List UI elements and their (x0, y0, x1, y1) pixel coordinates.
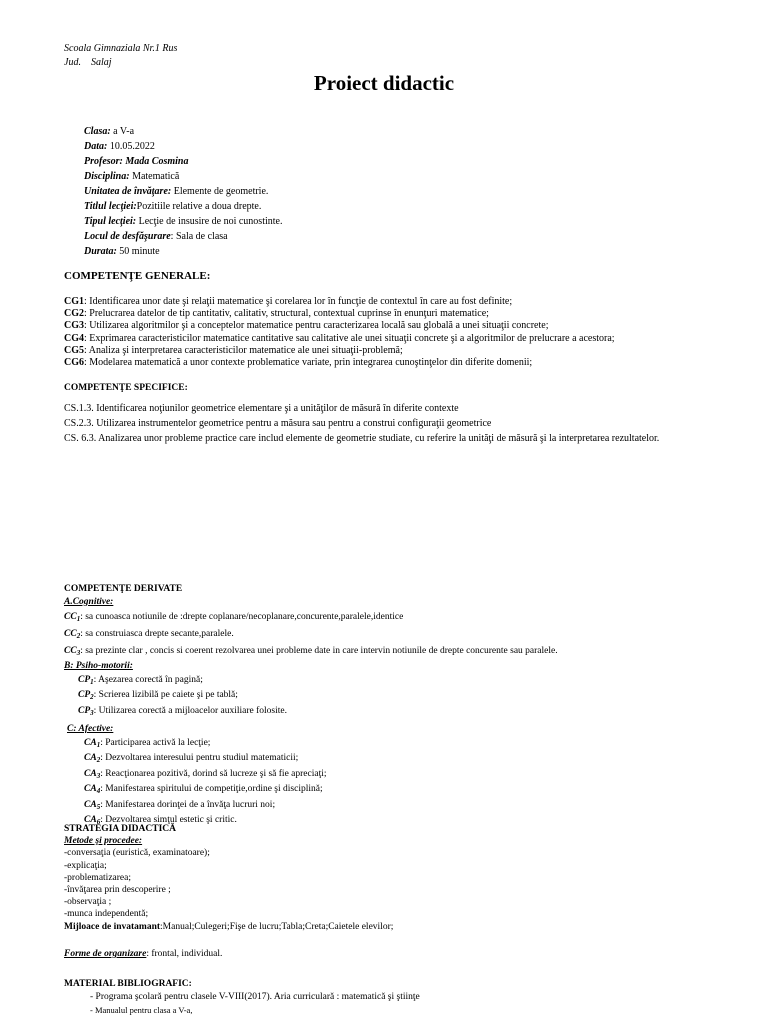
derived-competences-heading: COMPETENŢE DERIVATE (64, 584, 183, 594)
list-item: - Programa şcolară pentru clasele V-VIII(2017). Aria curriculară : matematică şi ştiinţe (90, 992, 420, 1002)
methods-title: Metode şi procedee: (64, 836, 143, 847)
bibliography-heading: MATERIAL BIBLIOGRAFIC: (64, 979, 192, 989)
affective-title: C: Afective: (67, 724, 114, 734)
bibliography-list (90, 991, 420, 1017)
list-item: CS.1.3. Identificarea noţiunilor geometrice elementare şi a unităţilor de măsură în diferite contexte (64, 403, 459, 414)
teaching-strategy (64, 823, 393, 933)
list-item: -explicaţia; (64, 860, 107, 871)
meta-unit: Unitatea de învăţare: Elemente de geometrie. (84, 186, 269, 197)
list-item: $CP_2$: Scrierea lizibilă pe caiete şi pe tablă; (78, 690, 238, 701)
derived-psychomotor (64, 660, 287, 720)
list-item: -problematizarea; (64, 872, 131, 883)
list-item: $CA_3$: Reacţionarea pozitivă, dorind să lucreze şi să fie apreciaţi; (84, 768, 327, 780)
list-item: -învăţarea prin descoperire ; (64, 885, 171, 896)
list-item: CG6: Modelarea matematică a unor contexte problematice variate, prin integrarea cunoştinţelor din diferite domenii; (64, 357, 533, 369)
means-line: Mijloace de invatamant:Manual;Culegeri;Fişe de lucru;Tabla;Creta;Caietele elevilor; (64, 921, 394, 932)
list-item: $CP_3$: Utilizarea corectă a mijloacelor auxiliare folosite. (78, 705, 287, 717)
lesson-meta (84, 124, 282, 259)
list-item: -munca independentă; (64, 909, 149, 920)
list-item: -observaţia ; (64, 897, 112, 908)
meta-class: Clasa: a V-a (84, 126, 135, 137)
derived-affective (67, 723, 327, 830)
specific-competences-list (64, 401, 659, 446)
list-item: CG5: Analiza şi interpretarea caracteristicilor matematice ale unei situaţii-problemă; (64, 344, 403, 356)
meta-lesson-title: Titlul lecţiei:Pozitiile relative a doua drepte. (84, 201, 262, 212)
cognitive-title: A.Cognitive: (64, 597, 114, 607)
list-item: $CP_1$: Aşezarea corectă în pagină; (78, 674, 203, 686)
list-item: CG1: Identificarea unor date şi relaţii matematice şi corelarea lor în funcţie de contextul în care au fost definite; (64, 296, 513, 307)
county-name: Jud. Salaj (64, 57, 112, 68)
specific-competences-heading: COMPETENŢE SPECIFICE: (64, 383, 188, 393)
derived-cognitive (64, 596, 558, 661)
list-item: CG3: Utilizarea algoritmilor şi a conceptelor matematice pentru caracterizarea locală sau globală a unei situaţii concrete; (64, 320, 549, 332)
meta-subject: Disciplina: Matematică (84, 171, 180, 182)
document-title: Proiect didactic (313, 71, 455, 95)
meta-date: Data: 10.05.2022 (84, 141, 155, 152)
list-item: $CC_3$: sa prezinte clar , concis si coerent rezolvarea unei probleme date in care intervin notiunile de drepte concurente sau paralele. (64, 645, 558, 657)
strategy-heading: STRATEGIA DIDACTICĂ (64, 824, 177, 834)
psychomotor-title: B: Psiho-motorii: (64, 661, 133, 671)
list-item: $CA_4$: Manifestarea spiritului de competiţie,ordine şi disciplină; (84, 784, 323, 795)
meta-duration: Durata: 50 minute (84, 246, 160, 257)
list-item: $CC_2$: sa construiasca drepte secante,paralele. (64, 628, 234, 640)
school-name: Scoala Gimnaziala Nr.1 Rus (64, 43, 178, 54)
list-item: -conversaţia (euristică, examinatoare); (64, 848, 210, 859)
list-item: CG4: Exprimarea caracteristicilor matematice cantitative sau calitative ale unei situaţii concrete şi a algoritmilor de prelucrare a acestora; (64, 332, 615, 344)
meta-teacher: Profesor: Mada Cosmina (84, 156, 189, 167)
general-competences-heading: COMPETENŢE GENERALE: (64, 270, 211, 282)
list-item: $CA_1$: Participarea activă la lecţie; (84, 737, 211, 749)
list-item: $CC_1$: sa cunoasca notiunile de :drepte coplanare/necoplanare,concurente,paralele,identice (64, 611, 404, 623)
list-item: $CA_6$: Dezvoltarea simţul estetic şi critic. (84, 815, 237, 826)
list-item: CS.2.3. Utilizarea instrumentelor geometrice pentru a măsura sau pentru a construi configuraţii geometrice (64, 418, 492, 429)
list-item: CS. 6.3. Analizarea unor probleme practice care includ elemente de geometrie studiate, cu referire la unităţi de măsură şi la interpretarea rezultatelor. (64, 433, 660, 444)
meta-location: Locul de desfăşurare: Sala de clasa (84, 231, 228, 242)
meta-lesson-type: Tipul lecţiei: Lecţie de insusire de noi cunostinte. (84, 216, 283, 227)
list-item: - Manualul pentru clasa a V-a, (90, 1005, 193, 1015)
list-item: $CA_2$: Dezvoltarea interesului pentru studiul matematicii; (84, 753, 299, 764)
organization-forms: Forme de organizare: frontal, individual. (64, 949, 223, 959)
list-item: $CA_5$: Manifestarea dorinţei de a învăţa lucruri noi; (84, 799, 276, 811)
list-item: CG2: Prelucrarea datelor de tip cantitativ, calitativ, structural, contextual cuprinse în enunţuri matematice; (64, 308, 489, 320)
general-competences-list (64, 296, 615, 369)
